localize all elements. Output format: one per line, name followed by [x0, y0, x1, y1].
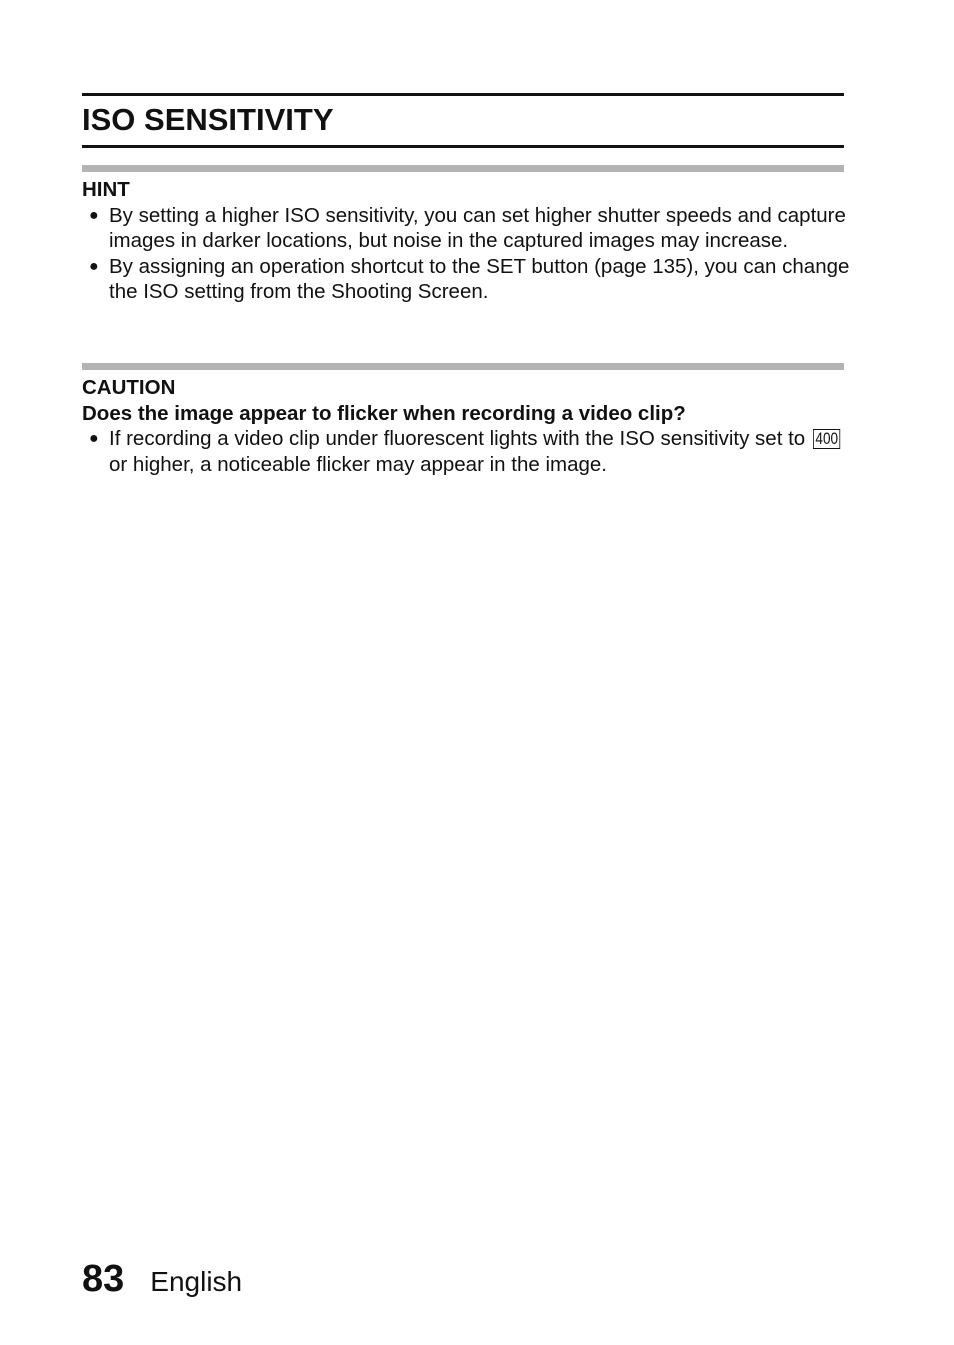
title-top-rule: [82, 93, 844, 96]
caution-item: [82, 426, 852, 477]
hint-label: HINT: [82, 178, 130, 201]
footer-language: English: [150, 1266, 243, 1297]
hint-item-text: By assigning an operation shortcut to the SET button (page 135), you can change the ISO setting from the Shooting Screen.: [109, 254, 850, 303]
bullet-icon: ●: [89, 430, 99, 447]
caution-label: CAUTION: [82, 376, 176, 399]
caution-section: [82, 375, 852, 477]
hint-item: [82, 203, 852, 254]
bullet-icon: ●: [89, 257, 99, 275]
caution-list: [82, 426, 852, 477]
title-bottom-rule: [82, 145, 844, 148]
page-title: ISO SENSITIVITY: [82, 102, 334, 137]
caution-question: Does the image appear to flicker when recording a video clip?: [82, 401, 686, 425]
caution-item-suffix: or higher, a noticeable flicker may appear in the image.: [109, 452, 607, 476]
page-footer: [82, 1258, 242, 1301]
caution-item-prefix: If recording a video clip under fluorescent lights with the ISO sensitivity set to: [109, 427, 806, 450]
caution-divider-bar: [82, 363, 844, 370]
hint-section: [82, 177, 852, 305]
hint-list: [82, 203, 852, 305]
hint-item-text: By setting a higher ISO sensitivity, you can set higher shutter speeds and capture images in darker locations, but noise in the captured images may increase.: [109, 203, 846, 252]
bullet-icon: ●: [89, 206, 99, 224]
page-number: 83: [82, 1258, 125, 1300]
hint-item: [82, 254, 852, 305]
iso-400-icon: 400: [813, 429, 841, 449]
hint-divider-bar: [82, 165, 844, 172]
